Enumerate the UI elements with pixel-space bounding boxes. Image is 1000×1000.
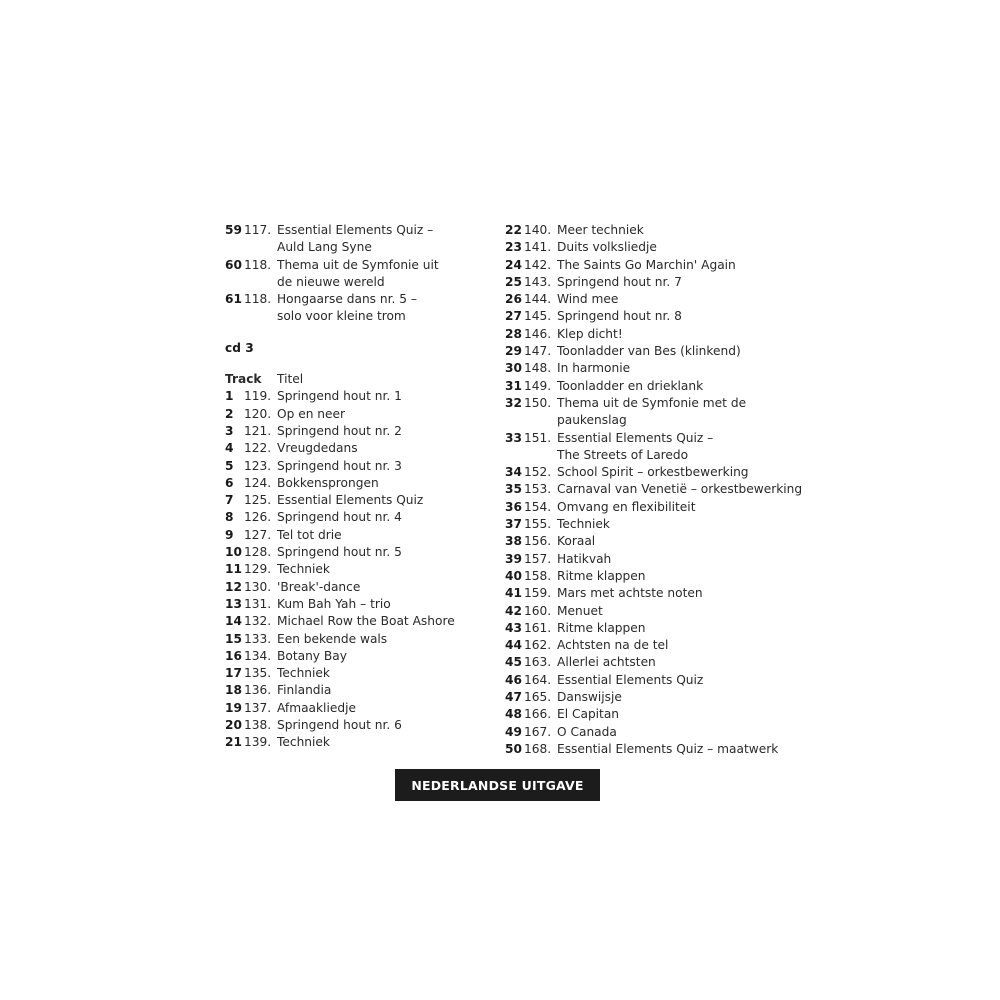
track-title: Bokkensprongen xyxy=(277,475,379,490)
book-number: 164. xyxy=(524,672,552,687)
book-number: 167. xyxy=(524,724,552,739)
track-title: Michael Row the Boat Ashore xyxy=(277,614,455,629)
cd-track-number: 17 xyxy=(225,666,242,681)
cd-track-number: 41 xyxy=(505,586,522,601)
track-title: Springend hout nr. 1 xyxy=(277,389,402,404)
cd-track-number xyxy=(225,308,244,325)
track-row xyxy=(225,648,485,665)
book-number: 133. xyxy=(244,631,272,646)
book-number: 117. xyxy=(244,223,272,237)
track-row xyxy=(225,665,485,682)
cd-track-number xyxy=(505,447,524,464)
track-title: Op en neer xyxy=(277,406,346,421)
edition-banner: NEDERLANDSE UITGAVE xyxy=(395,769,600,801)
track-row-continuation xyxy=(225,239,485,256)
track-row xyxy=(225,509,485,526)
book-number: 118. xyxy=(244,257,272,272)
cd-track-number: 35 xyxy=(505,482,522,497)
track-title: Klep dicht! xyxy=(557,326,623,341)
track-title: Botany Bay xyxy=(277,648,347,663)
track-title: Ritme klappen xyxy=(557,568,646,583)
left-column xyxy=(225,222,485,752)
section-heading: cd 3 xyxy=(225,340,254,355)
track-title: Tel tot drie xyxy=(277,527,342,542)
track-title: Koraal xyxy=(557,534,596,549)
cd-track-number: 25 xyxy=(505,274,522,289)
track-row-continuation xyxy=(225,274,485,291)
cd-track-number: 31 xyxy=(505,378,522,393)
track-row xyxy=(505,585,835,602)
cd-track-number: 27 xyxy=(505,309,522,324)
track-list-cd3-right xyxy=(505,222,835,758)
cd-track-number: 28 xyxy=(505,326,522,341)
cd-track-number: 61 xyxy=(225,292,242,307)
track-row xyxy=(225,388,485,405)
track-row xyxy=(225,544,485,561)
book-number: 147. xyxy=(524,344,552,359)
track-row xyxy=(505,378,835,395)
cd-track-number: 6 xyxy=(225,475,234,490)
book-number: 141. xyxy=(524,240,552,255)
track-title: Springend hout nr. 2 xyxy=(277,423,402,438)
cd-track-number: 19 xyxy=(225,700,242,715)
book-number: 127. xyxy=(244,527,272,542)
track-row xyxy=(225,734,485,751)
track-title: O Canada xyxy=(557,724,617,739)
cd-track-number: 46 xyxy=(505,672,522,687)
track-title: de nieuwe wereld xyxy=(277,274,385,289)
book-number: 162. xyxy=(524,638,552,653)
book-number: 121. xyxy=(244,423,272,438)
track-row xyxy=(505,291,835,308)
track-row xyxy=(225,700,485,717)
track-title: The Saints Go Marchin' Again xyxy=(557,257,736,272)
track-row xyxy=(505,360,835,377)
book-number: 138. xyxy=(244,718,272,733)
track-title: Danswijsje xyxy=(557,690,622,705)
book-number: 140. xyxy=(524,223,552,237)
track-row xyxy=(225,527,485,544)
track-row xyxy=(225,257,485,274)
track-row xyxy=(505,620,835,637)
cd-track-number: 59 xyxy=(225,223,242,237)
cd-track-number xyxy=(225,274,244,291)
cd-track-number: 10 xyxy=(225,545,242,560)
track-title: Wind mee xyxy=(557,292,619,307)
track-title: Toonladder en drieklank xyxy=(557,378,704,393)
track-row-continuation xyxy=(505,447,835,464)
book-number: 139. xyxy=(244,735,272,750)
book-number: 132. xyxy=(244,614,272,629)
track-title: Techniek xyxy=(557,517,610,532)
book-number: 168. xyxy=(524,741,552,756)
track-title: Auld Lang Syne xyxy=(277,240,372,255)
track-row xyxy=(225,492,485,509)
header-title: Titel xyxy=(277,372,304,387)
track-list-cd2-end xyxy=(225,222,485,326)
track-title: Mars met achtste noten xyxy=(557,586,703,601)
track-row xyxy=(505,654,835,671)
track-title: Carnaval van Venetië – orkestbewerking xyxy=(557,482,803,497)
track-title: Kum Bah Yah – trio xyxy=(277,596,391,611)
cd-track-number: 14 xyxy=(225,614,242,629)
cd-track-number: 30 xyxy=(505,361,522,376)
book-number: 123. xyxy=(244,458,272,473)
track-title: In harmonie xyxy=(557,361,631,376)
track-title: Hatikvah xyxy=(557,551,612,566)
track-title: Essential Elements Quiz xyxy=(277,493,424,508)
track-row-continuation xyxy=(505,412,835,429)
book-number: 163. xyxy=(524,655,552,670)
book-number: 134. xyxy=(244,648,272,663)
book-number: 152. xyxy=(524,465,552,480)
cd-track-number: 32 xyxy=(505,395,522,410)
book-number: 126. xyxy=(244,510,272,525)
book-number: 156. xyxy=(524,534,552,549)
track-row xyxy=(505,706,835,723)
cd-track-number: 23 xyxy=(505,240,522,255)
track-row xyxy=(225,406,485,423)
track-row xyxy=(225,458,485,475)
track-row xyxy=(225,440,485,457)
track-row xyxy=(505,257,835,274)
book-number: 146. xyxy=(524,326,552,341)
cd-track-number: 34 xyxy=(505,465,522,480)
book-number xyxy=(244,274,277,291)
book-number: 166. xyxy=(524,707,552,722)
track-title: paukenslag xyxy=(557,413,627,428)
track-row xyxy=(225,475,485,492)
track-row xyxy=(505,568,835,585)
book-number: 130. xyxy=(244,579,272,594)
cd-track-number: 8 xyxy=(225,510,234,525)
cd-track-number: 38 xyxy=(505,534,522,549)
track-title: El Capitan xyxy=(557,707,620,722)
track-row xyxy=(225,579,485,596)
cd-track-number: 4 xyxy=(225,441,234,456)
track-row xyxy=(505,308,835,325)
track-row xyxy=(225,596,485,613)
book-number xyxy=(244,308,277,325)
track-title: Springend hout nr. 6 xyxy=(277,718,402,733)
track-row xyxy=(225,682,485,699)
cd-track-number: 42 xyxy=(505,603,522,618)
track-row xyxy=(225,631,485,648)
book-number: 122. xyxy=(244,441,272,456)
book-number: 154. xyxy=(524,499,552,514)
track-row xyxy=(505,326,835,343)
track-row xyxy=(225,717,485,734)
track-row xyxy=(505,672,835,689)
track-row xyxy=(505,239,835,256)
book-number: 118. xyxy=(244,292,272,307)
book-number: 143. xyxy=(524,274,552,289)
track-title: Menuet xyxy=(557,603,603,618)
cd-track-number: 33 xyxy=(505,430,522,445)
book-number: 144. xyxy=(524,292,552,307)
track-title: Springend hout nr. 5 xyxy=(277,545,402,560)
track-title: solo voor kleine trom xyxy=(277,309,406,324)
track-title: Meer techniek xyxy=(557,223,644,237)
cd-track-number: 15 xyxy=(225,631,242,646)
book-number: 129. xyxy=(244,562,272,577)
track-title: Hongaarse dans nr. 5 – xyxy=(277,292,417,307)
cd-track-number: 49 xyxy=(505,724,522,739)
track-row xyxy=(505,395,835,412)
cd-track-number: 60 xyxy=(225,257,242,272)
cd-track-number: 3 xyxy=(225,423,234,438)
book-number: 159. xyxy=(524,586,552,601)
book-number: 155. xyxy=(524,517,552,532)
track-title: The Streets of Laredo xyxy=(557,447,689,462)
track-row xyxy=(505,741,835,758)
track-row xyxy=(505,551,835,568)
track-title: Essential Elements Quiz xyxy=(557,672,704,687)
cd-track-number: 37 xyxy=(505,517,522,532)
cd-track-number: 13 xyxy=(225,596,242,611)
track-title: Thema uit de Symfonie uit xyxy=(277,257,439,272)
cd-track-number: 20 xyxy=(225,718,242,733)
track-title: Springend hout nr. 4 xyxy=(277,510,402,525)
track-row xyxy=(505,603,835,620)
book-number: 120. xyxy=(244,406,272,421)
cd-track-number: 9 xyxy=(225,527,234,542)
track-row xyxy=(225,561,485,578)
cd-track-number: 7 xyxy=(225,493,234,508)
cd-track-number: 50 xyxy=(505,741,522,756)
track-row xyxy=(505,533,835,550)
track-title: Techniek xyxy=(277,666,330,681)
cd-track-number: 36 xyxy=(505,499,522,514)
track-row-continuation xyxy=(225,308,485,325)
book-number: 119. xyxy=(244,389,272,404)
track-row xyxy=(505,689,835,706)
cd-track-number xyxy=(505,412,524,429)
track-row xyxy=(225,222,485,239)
track-title: Vreugdedans xyxy=(277,441,358,456)
track-title: Techniek xyxy=(277,735,330,750)
book-number: 124. xyxy=(244,475,272,490)
track-title: Essential Elements Quiz – xyxy=(277,223,434,237)
book-number: 145. xyxy=(524,309,552,324)
book-number: 165. xyxy=(524,690,552,705)
book-number: 137. xyxy=(244,700,272,715)
track-title: Toonladder van Bes (klinkend) xyxy=(557,344,741,359)
track-row xyxy=(225,423,485,440)
book-number: 161. xyxy=(524,620,552,635)
book-number: 150. xyxy=(524,395,552,410)
cd-track-number: 43 xyxy=(505,620,522,635)
cd-track-number: 45 xyxy=(505,655,522,670)
track-title: Een bekende wals xyxy=(277,631,388,646)
track-row xyxy=(505,637,835,654)
track-title: Springend hout nr. 3 xyxy=(277,458,402,473)
book-number xyxy=(244,239,277,256)
cd-track-number: 12 xyxy=(225,579,242,594)
track-title: Springend hout nr. 8 xyxy=(557,309,682,324)
cd-track-number xyxy=(225,239,244,256)
book-number: 148. xyxy=(524,361,552,376)
cd-track-number: 21 xyxy=(225,735,242,750)
track-row xyxy=(505,481,835,498)
cd-track-number: 2 xyxy=(225,406,234,421)
book-number: 157. xyxy=(524,551,552,566)
track-title: Techniek xyxy=(277,562,330,577)
book-number: 136. xyxy=(244,683,272,698)
cd-track-number: 24 xyxy=(505,257,522,272)
book-number: 142. xyxy=(524,257,552,272)
book-number: 151. xyxy=(524,430,552,445)
book-number: 160. xyxy=(524,603,552,618)
header-track: Track xyxy=(225,372,262,387)
cd-track-number: 40 xyxy=(505,568,522,583)
cd-track-number: 29 xyxy=(505,344,522,359)
track-title: Springend hout nr. 7 xyxy=(557,274,682,289)
cd-track-number: 1 xyxy=(225,389,234,404)
track-title: Duits volksliedje xyxy=(557,240,657,255)
book-number: 153. xyxy=(524,482,552,497)
cd-track-number: 18 xyxy=(225,683,242,698)
track-title: School Spirit – orkestbewerking xyxy=(557,465,749,480)
book-number: 135. xyxy=(244,666,272,681)
track-row xyxy=(505,430,835,447)
book-number xyxy=(524,412,557,429)
track-title: Omvang en flexibiliteit xyxy=(557,499,696,514)
cd-track-number: 44 xyxy=(505,638,522,653)
cd-track-number: 48 xyxy=(505,707,522,722)
table-header xyxy=(225,371,485,388)
cd-track-number: 39 xyxy=(505,551,522,566)
track-title: Thema uit de Symfonie met de xyxy=(557,395,747,410)
cd-track-number: 11 xyxy=(225,562,242,577)
track-row xyxy=(505,274,835,291)
track-title: 'Break'-dance xyxy=(277,579,361,594)
track-title: Afmaakliedje xyxy=(277,700,356,715)
track-list-cd3-left xyxy=(225,388,485,751)
track-title: Ritme klappen xyxy=(557,620,646,635)
book-number xyxy=(524,447,557,464)
track-row xyxy=(225,613,485,630)
cd-track-number: 47 xyxy=(505,690,522,705)
track-title: Essential Elements Quiz – maatwerk xyxy=(557,741,779,756)
track-title: Finlandia xyxy=(277,683,332,698)
cd-track-number: 16 xyxy=(225,648,242,663)
track-title: Allerlei achtsten xyxy=(557,655,656,670)
track-row xyxy=(505,724,835,741)
cd-track-number: 22 xyxy=(505,223,522,237)
track-row xyxy=(505,516,835,533)
book-number: 149. xyxy=(524,378,552,393)
right-column xyxy=(505,222,835,758)
cd-track-number: 5 xyxy=(225,458,234,473)
track-row xyxy=(505,222,835,239)
book-number: 158. xyxy=(524,568,552,583)
book-number: 131. xyxy=(244,596,272,611)
track-row xyxy=(505,464,835,481)
track-row xyxy=(505,499,835,516)
track-row xyxy=(505,343,835,360)
cd-track-number: 26 xyxy=(505,292,522,307)
book-number: 125. xyxy=(244,493,272,508)
book-number: 128. xyxy=(244,545,272,560)
track-title: Essential Elements Quiz – xyxy=(557,430,714,445)
track-row xyxy=(225,291,485,308)
track-title: Achtsten na de tel xyxy=(557,638,669,653)
